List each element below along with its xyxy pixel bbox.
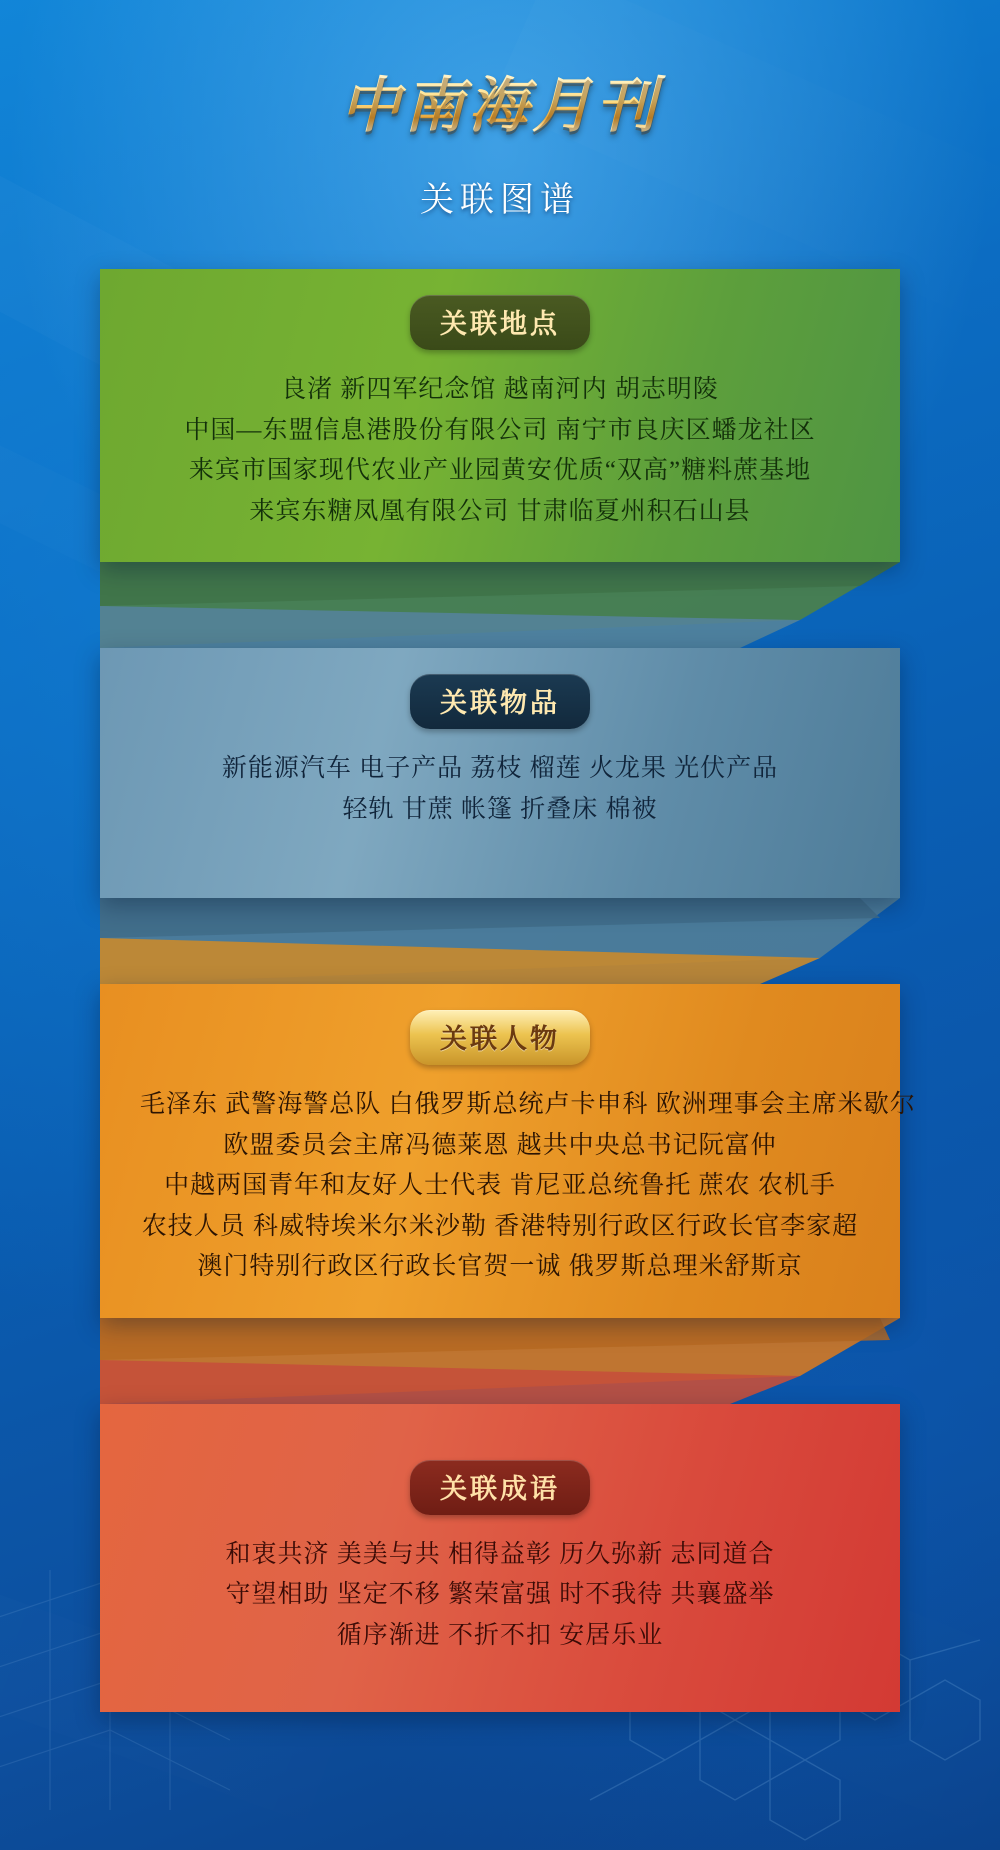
content-line: 守望相助 坚定不移 繁荣富强 时不我待 共襄盛举	[225, 1581, 775, 1608]
content-lines-related-idioms	[140, 1535, 860, 1657]
section-label-related-items: 关联物品	[410, 674, 590, 729]
content-line: 中越两国青年和友好人士代表 肯尼亚总统鲁托 蔗农 农机手	[164, 1172, 836, 1199]
panel-related-idioms	[100, 1404, 900, 1713]
section-related-idioms	[100, 1404, 900, 1713]
page-title: 中南海月刊	[330, 72, 670, 146]
section-label-related-places: 关联地点	[410, 295, 590, 350]
content-line: 新能源汽车 电子产品 荔枝 榴莲 火龙果 光伏产品	[221, 755, 779, 782]
panel-related-people	[100, 984, 916, 1318]
content-line: 毛泽东 武警海警总队 白俄罗斯总统卢卡申科 欧洲理事会主席米歇尔	[140, 1091, 916, 1118]
sections-container	[0, 269, 1000, 1712]
content-line: 中国—东盟信息港股份有限公司 南宁市良庆区蟠龙社区	[184, 416, 816, 444]
fold-connector-green-blue	[100, 562, 900, 648]
content-lines-related-places	[140, 370, 860, 532]
section-related-items	[100, 648, 900, 898]
panel-related-items	[100, 648, 900, 898]
content-line: 和衷共济 美美与共 相得益彰 历久弥新 志同道合	[225, 1540, 775, 1568]
content-line: 来宾市国家现代农业产业园黄安优质“双高”糖料蔗基地	[188, 457, 812, 484]
fold-connector-blue-orange	[100, 898, 900, 984]
content-line: 循序渐进 不折不扣 安居乐业	[336, 1621, 664, 1649]
section-label-related-people: 关联人物	[410, 1010, 590, 1065]
content-line: 澳门特别行政区行政长官贺一诚 俄罗斯总理米舒斯京	[197, 1253, 803, 1280]
content-line: 良渚 新四军纪念馆 越南河内 胡志明陵	[281, 376, 719, 403]
section-related-places	[100, 269, 900, 562]
fold-connector-orange-red	[100, 1318, 900, 1404]
poster-header	[0, 0, 1000, 221]
section-related-people	[100, 984, 916, 1318]
section-label-related-idioms: 关联成语	[410, 1460, 590, 1515]
page-subtitle: 关联图谱	[420, 182, 580, 219]
content-line: 欧盟委员会主席冯德莱恩 越共中央总书记阮富仲	[223, 1131, 777, 1159]
content-lines-related-items	[140, 749, 860, 830]
content-lines-related-people	[140, 1085, 916, 1288]
panel-related-places	[100, 269, 900, 562]
content-line: 农技人员 科威特埃米尔米沙勒 香港特别行政区行政长官李家超	[141, 1212, 859, 1240]
content-line: 来宾东糖凤凰有限公司 甘肃临夏州积石山县	[249, 497, 751, 525]
content-line: 轻轨 甘蔗 帐篷 折叠床 棉被	[342, 795, 658, 823]
